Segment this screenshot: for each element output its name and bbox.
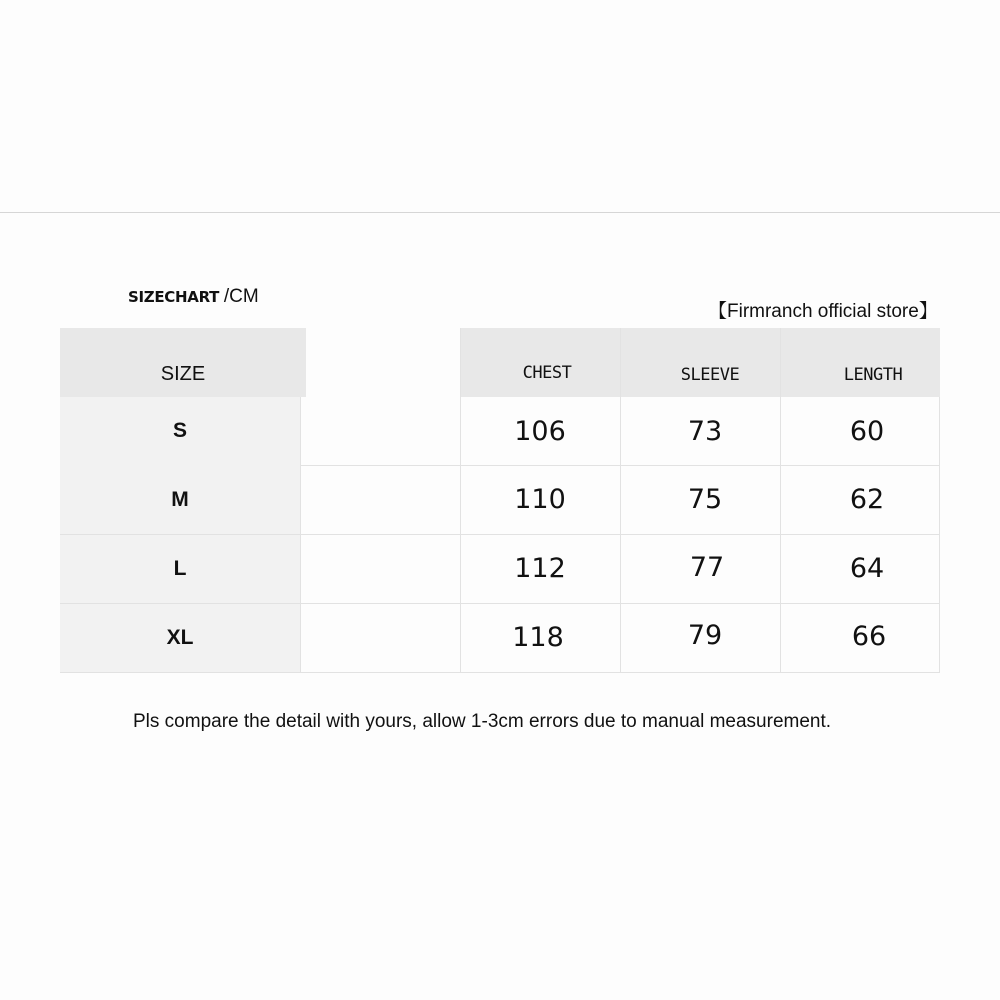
table-cell [780, 534, 954, 603]
top-divider [0, 212, 1000, 213]
chest-value: 110 [514, 484, 566, 515]
chest-value: 118 [512, 622, 564, 653]
header-chest-cell [460, 328, 634, 397]
sleeve-value: 75 [687, 484, 723, 515]
table-row [60, 397, 300, 465]
table-cell [620, 603, 790, 667]
grid-line [300, 397, 301, 673]
table-cell [460, 465, 620, 534]
grid-line [60, 672, 940, 673]
table-row [60, 603, 300, 672]
table-cell [620, 397, 790, 465]
table-cell [620, 465, 790, 534]
sleeve-value: 79 [687, 619, 723, 651]
table-cell [460, 397, 620, 465]
table-row [60, 534, 300, 603]
size-value: L [173, 556, 187, 580]
table-cell [460, 534, 620, 603]
chart-unit: /CM [223, 286, 259, 307]
header-sleeve: SLEEVE [680, 364, 740, 385]
size-value: XL [166, 625, 194, 649]
table-cell [460, 603, 616, 672]
header-size-cell [60, 328, 306, 397]
chart-title: SIZECHART [128, 288, 220, 306]
table-cell [780, 603, 958, 669]
header-length-cell [780, 328, 966, 397]
chart-heading [128, 286, 259, 308]
measurement-note: Pls compare the detail with yours, allow 1-3cm errors due to manual measurement. [133, 711, 832, 732]
header-length: LENGTH [843, 364, 903, 385]
sleeve-value: 73 [687, 415, 723, 447]
header-size: SIZE [160, 363, 206, 385]
length-value: 64 [849, 553, 885, 584]
table-cell [620, 534, 794, 600]
length-value: 66 [851, 620, 887, 652]
sleeve-value: 77 [689, 551, 725, 583]
table-cell [780, 465, 954, 534]
size-value: S [172, 419, 187, 442]
chest-value: 106 [514, 415, 566, 447]
table-cell [780, 397, 954, 465]
header-chest: CHEST [522, 362, 572, 383]
length-value: 60 [849, 415, 885, 447]
chest-value: 112 [514, 553, 566, 584]
store-label: 【Firmranch official store】 [708, 301, 938, 322]
length-value: 62 [849, 484, 885, 515]
size-value: M [171, 487, 189, 511]
header-sleeve-cell [620, 328, 800, 397]
table-row [60, 465, 300, 534]
size-chart-table [60, 328, 940, 673]
